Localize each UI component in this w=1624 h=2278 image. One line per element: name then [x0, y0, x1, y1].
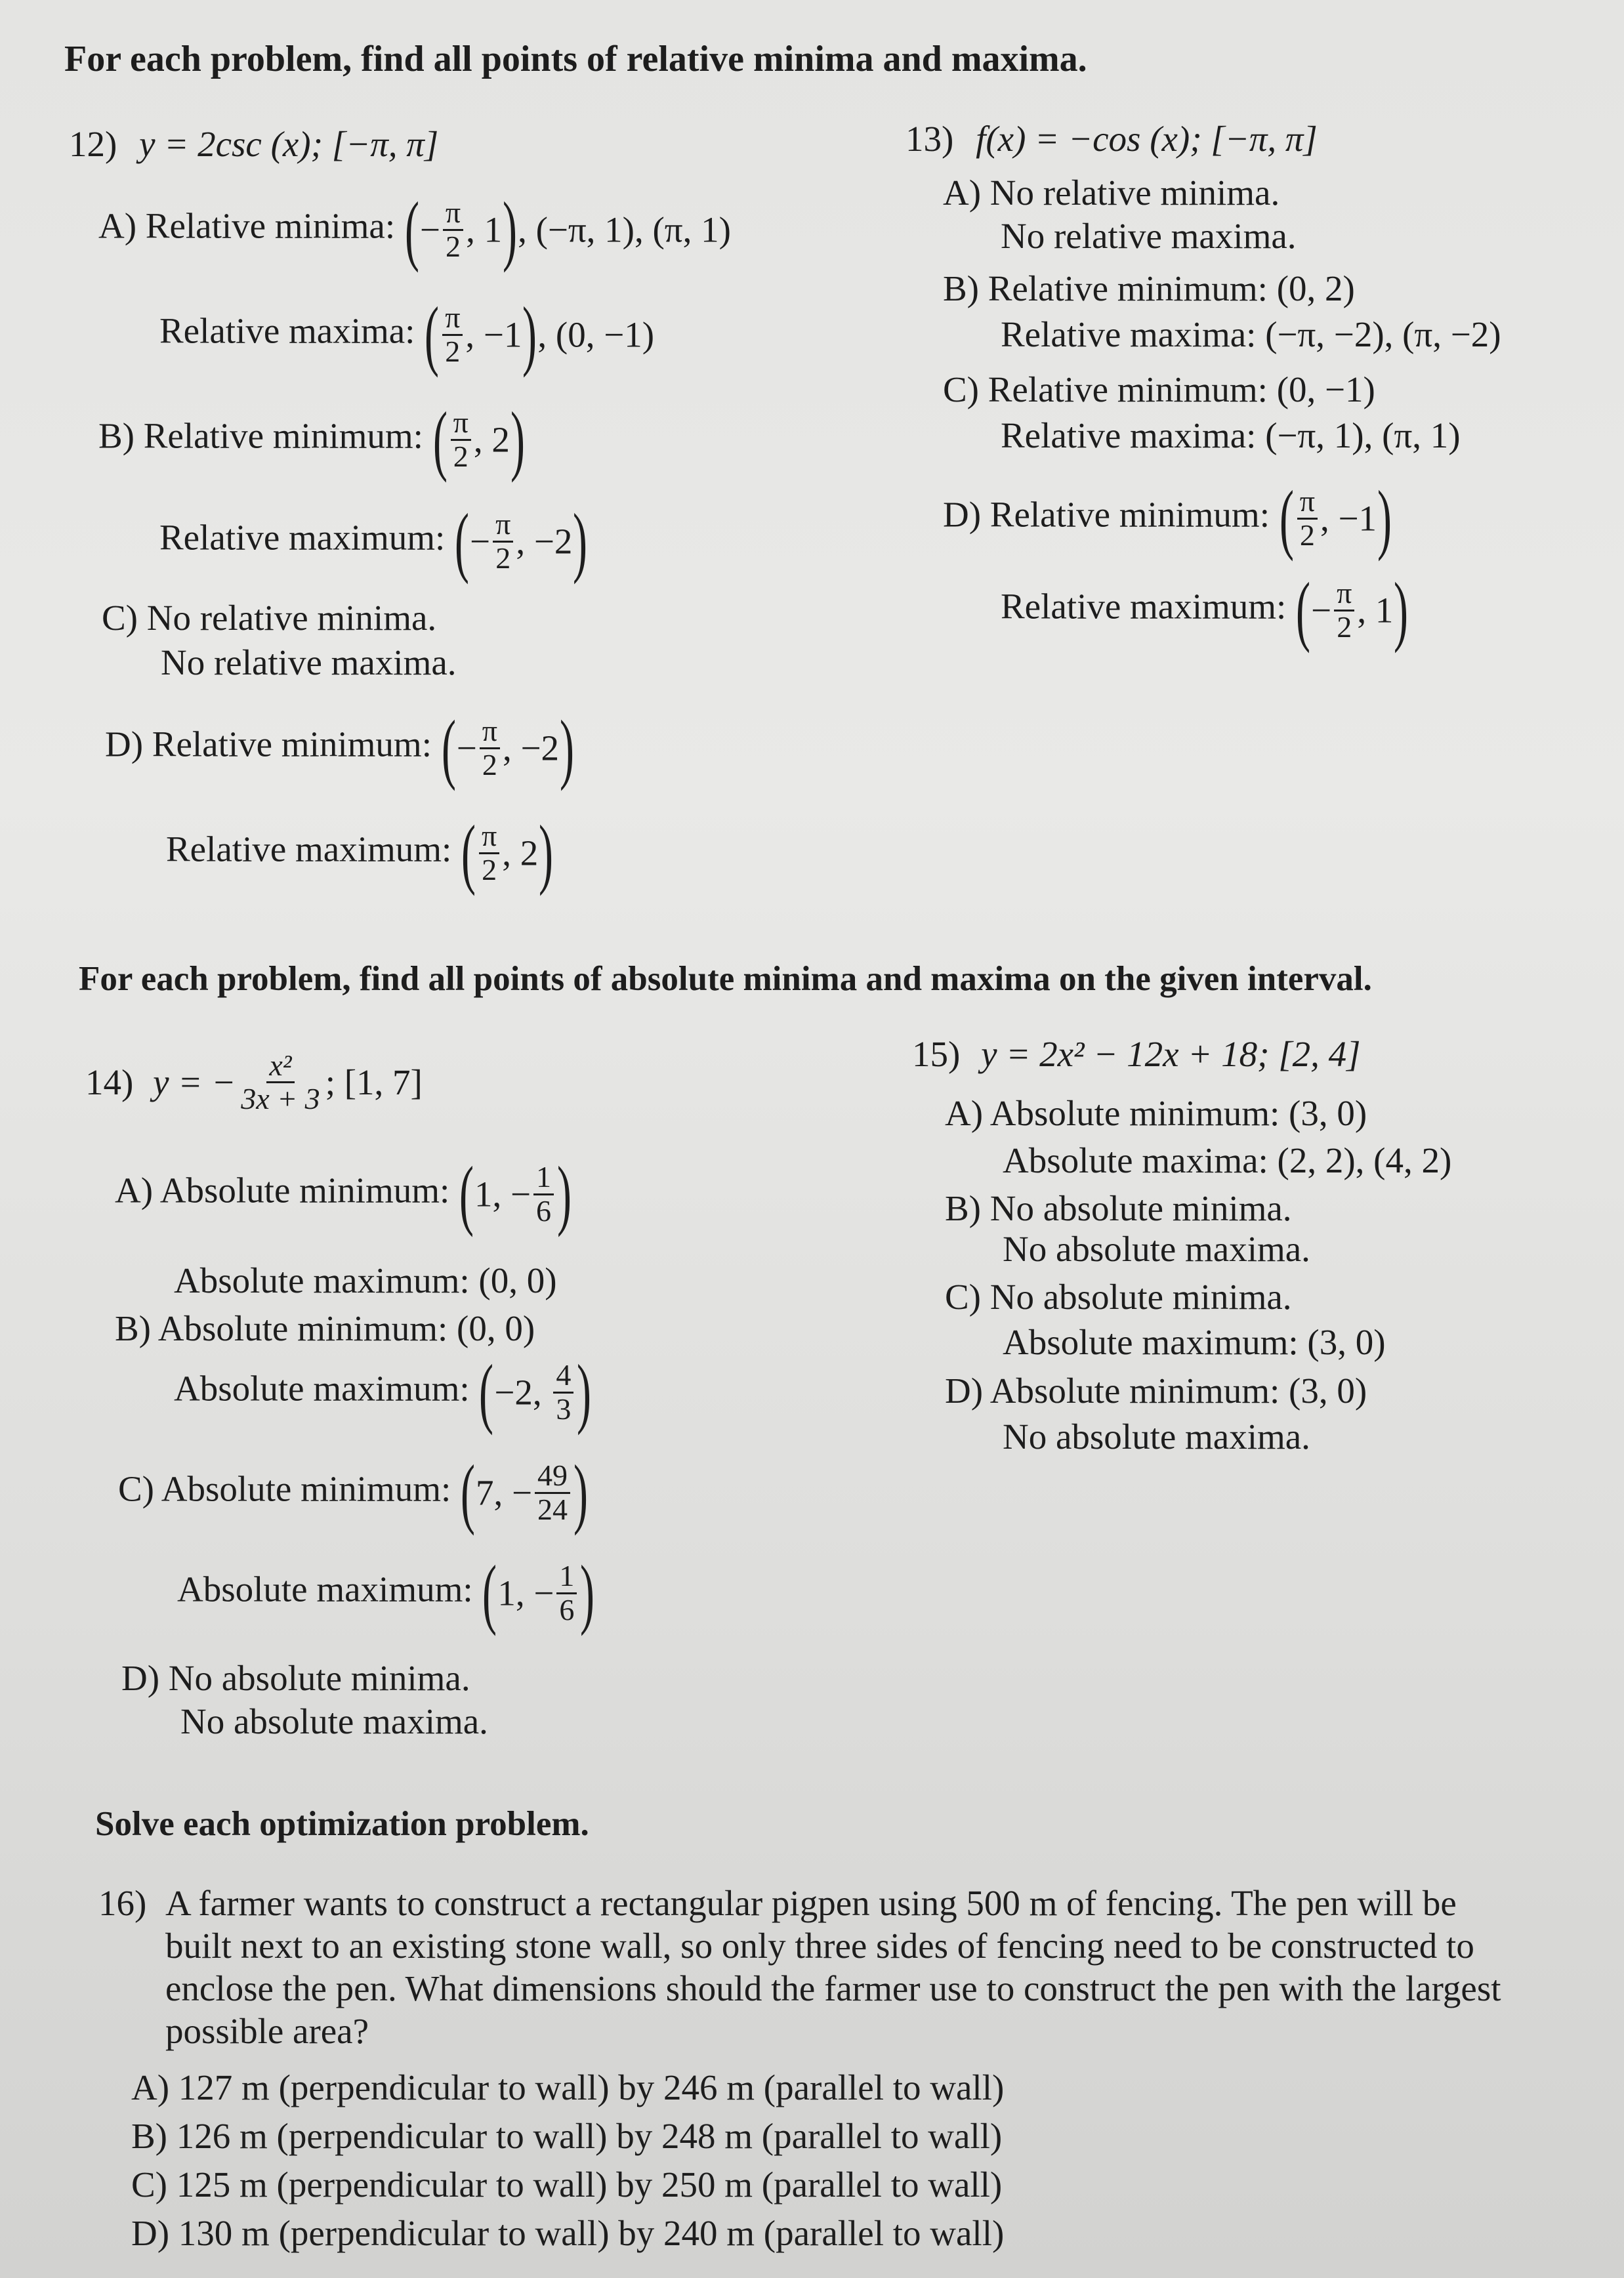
problem-12-option-c-line2: No relative maxima.	[161, 642, 457, 682]
fraction	[493, 508, 513, 574]
problem-12-option-b-min[interactable]	[98, 396, 526, 483]
fraction-denominator: 2	[453, 439, 468, 473]
option-letter: B)	[945, 1188, 981, 1228]
problem-13-stem	[906, 118, 1318, 159]
section-heading-relative: For each problem, find all points of relative minima and maxima.	[64, 39, 1087, 79]
fraction	[553, 1359, 573, 1425]
problem-15-equation: y = 2x² − 12x + 18; [2, 4]	[981, 1034, 1361, 1074]
section-heading-absolute: For each problem, find all points of absolute minima and maxima on the given interval.	[79, 960, 1372, 998]
problem-16-text: A farmer wants to construct a rectangular pigpen using 500 m of fencing. The pen will be built next to an existing stone wall, so only three sides of fencing need to be constructed to enclose the pen. What dimensions should the farmer use to construct the pen with the largest possible area?	[165, 1883, 1501, 2051]
right-paren: )	[503, 186, 518, 273]
problem-16-number: 16)	[98, 1883, 147, 1923]
problem-15-option-d[interactable]	[945, 1370, 1367, 1411]
right-paren: )	[573, 1449, 588, 1536]
problem-14-stem	[85, 1050, 423, 1115]
option-label: Relative minimum:	[989, 494, 1270, 535]
fraction	[1334, 577, 1354, 643]
right-paren: )	[577, 1348, 592, 1436]
coordinate-pre: 1, −	[497, 1573, 554, 1613]
problem-13-option-b-line2: Relative maxima: (−π, −2), (π, −2)	[1001, 314, 1501, 354]
problem-13-number: 13)	[906, 119, 954, 159]
problem-14-option-b-max	[174, 1348, 592, 1436]
option-letter: D)	[105, 724, 144, 764]
fraction-numerator: 1	[533, 1161, 554, 1195]
problem-15-option-a-line2: Absolute maxima: (2, 2), (4, 2)	[1003, 1140, 1452, 1180]
option-label: Relative maximum:	[166, 829, 452, 869]
option-text-line1: No absolute minima.	[989, 1277, 1292, 1317]
coordinate-tail: , −2	[502, 728, 560, 768]
fraction-numerator: π	[1297, 486, 1318, 519]
sign: −	[470, 521, 491, 562]
coordinate-tail: , 1	[1357, 590, 1394, 631]
problem-16-option-d[interactable]: D) 130 m (perpendicular to wall) by 240 m (parallel to wall)	[131, 2213, 1005, 2253]
fraction	[442, 302, 463, 367]
fraction-numerator: 1	[556, 1560, 577, 1594]
option-letter: C)	[118, 1468, 154, 1509]
problem-15-option-c[interactable]	[945, 1276, 1292, 1317]
problem-16-option-c[interactable]: C) 125 m (perpendicular to wall) by 250 m (parallel to wall)	[131, 2164, 1003, 2205]
left-paren: (	[459, 1150, 474, 1237]
right-paren: )	[539, 809, 554, 896]
problem-12-option-d-max	[166, 809, 554, 896]
fraction-denominator: 6	[559, 1592, 575, 1626]
problem-12-option-a-max	[159, 291, 655, 378]
fraction	[451, 407, 471, 472]
coordinate-tail: , 1	[466, 209, 503, 250]
option-text-line1: No relative minima.	[146, 598, 437, 638]
problem-13-option-c[interactable]	[943, 369, 1375, 410]
option-letter: D)	[943, 494, 982, 535]
fraction	[443, 197, 463, 262]
problem-14-option-d[interactable]	[121, 1657, 470, 1699]
problem-13-option-c-line2: Relative maxima: (−π, 1), (π, 1)	[1001, 415, 1461, 455]
option-letter: C)	[945, 1277, 981, 1317]
fraction-denominator: 2	[495, 541, 511, 575]
option-text-line1: Absolute minimum: (3, 0)	[989, 1371, 1367, 1411]
option-letter: D)	[121, 1658, 160, 1698]
right-paren: )	[1394, 566, 1409, 653]
option-label: Absolute minimum:	[159, 1170, 450, 1211]
option-text-line1: No relative minima.	[989, 173, 1280, 213]
option-label: Absolute maximum:	[174, 1368, 470, 1409]
option-label: Relative maximum:	[159, 517, 446, 558]
problem-14-interval: ; [1, 7]	[325, 1062, 423, 1103]
coordinate-pre: 7, −	[475, 1472, 532, 1513]
option-letter: D)	[945, 1371, 984, 1411]
problem-12-equation: y = 2csc (x); [−π, π]	[139, 124, 439, 164]
left-paren: (	[482, 1549, 497, 1636]
option-text-line1: Absolute minimum: (0, 0)	[157, 1308, 535, 1348]
fraction-numerator: π	[451, 407, 471, 440]
fraction	[535, 1460, 570, 1525]
option-letter: B)	[943, 268, 979, 308]
problem-12-option-b-max	[159, 497, 588, 585]
option-letter: B)	[115, 1308, 151, 1348]
fraction-denominator: 24	[537, 1492, 568, 1526]
problem-16-option-a[interactable]: A) 127 m (perpendicular to wall) by 246 m (parallel to wall)	[131, 2067, 1005, 2107]
fraction-numerator: π	[493, 508, 513, 542]
left-paren: (	[404, 186, 419, 273]
fraction-denominator: 2	[445, 229, 461, 263]
left-paren: (	[425, 291, 440, 378]
option-label: Relative minimum:	[152, 724, 432, 764]
left-paren: (	[479, 1348, 494, 1436]
left-paren: (	[1296, 566, 1311, 653]
option-label: Absolute maximum:	[177, 1569, 473, 1609]
problem-14-option-c-max	[177, 1549, 595, 1636]
left-paren: (	[441, 704, 456, 791]
problem-12-option-a-min[interactable]	[98, 186, 731, 273]
section-heading-optimization: Solve each optimization problem.	[95, 1805, 589, 1843]
option-text-line1: Relative minimum: (0, 2)	[988, 268, 1355, 308]
fraction-numerator: π	[479, 820, 499, 854]
coordinate-tail: , 2	[502, 833, 539, 873]
problem-12-option-c[interactable]	[102, 597, 436, 638]
left-paren: (	[461, 809, 476, 896]
right-paren: )	[580, 1549, 595, 1636]
fraction-denominator: 2	[482, 852, 497, 886]
left-paren: (	[460, 1449, 475, 1536]
problem-13-option-d-min[interactable]	[943, 474, 1392, 562]
coordinate-tail: , 2	[473, 419, 510, 460]
problem-13-option-b[interactable]	[943, 268, 1355, 309]
sign: −	[456, 728, 477, 768]
problem-14-option-d-line2: No absolute maxima.	[180, 1701, 488, 1741]
problem-14-option-a-min[interactable]	[115, 1150, 572, 1237]
problem-12-number: 12)	[69, 124, 117, 164]
fraction	[480, 715, 500, 781]
fraction-denominator: 3x + 3	[241, 1082, 320, 1116]
problem-14-fraction	[238, 1050, 322, 1115]
coordinate-pre: −2,	[494, 1372, 551, 1413]
option-text-line1: No absolute minima.	[989, 1188, 1292, 1228]
left-paren: (	[1279, 474, 1294, 562]
left-paren: (	[432, 396, 448, 483]
problem-12-option-d-min[interactable]	[105, 704, 575, 791]
problem-13-equation: f(x) = −cos (x); [−π, π]	[976, 119, 1318, 159]
fraction-numerator: π	[442, 302, 463, 335]
problem-15-option-b[interactable]	[945, 1188, 1292, 1229]
problem-15-stem	[912, 1033, 1361, 1075]
sign: −	[1311, 590, 1332, 631]
right-paren: )	[1377, 474, 1392, 562]
problem-13-option-a-line2: No relative maxima.	[1001, 216, 1297, 256]
fraction-numerator: 49	[535, 1460, 570, 1493]
right-paren: )	[557, 1150, 572, 1237]
option-letter: A)	[945, 1093, 984, 1133]
coordinate-tail: , −2	[516, 521, 573, 562]
coordinate-tail: , −1	[1320, 498, 1377, 539]
right-paren: )	[573, 497, 588, 585]
sign: −	[419, 209, 440, 250]
option-label: Relative maxima:	[159, 310, 415, 351]
coordinate-rest: , (0, −1)	[537, 314, 655, 355]
coordinate-pre: 1, −	[474, 1174, 531, 1214]
problem-15-option-d-line2: No absolute maxima.	[1003, 1417, 1310, 1457]
right-paren: )	[522, 291, 537, 378]
option-letter: A)	[943, 173, 982, 213]
left-paren: (	[455, 497, 470, 585]
option-letter: B)	[98, 415, 135, 456]
option-letter: C)	[943, 369, 979, 409]
option-label: Relative maximum:	[1001, 586, 1287, 627]
option-text-line1: Absolute minimum: (3, 0)	[989, 1093, 1367, 1133]
option-label: Relative minimum:	[143, 415, 423, 456]
problem-14-lhs: y = −	[153, 1062, 236, 1103]
fraction-denominator: 2	[1299, 518, 1315, 552]
option-text-line1: No absolute minima.	[168, 1658, 470, 1698]
fraction-numerator: π	[480, 715, 500, 749]
option-text-line1: Relative minimum: (0, −1)	[988, 369, 1375, 409]
problem-15-option-b-line2: No absolute maxima.	[1003, 1229, 1310, 1269]
problem-13-option-a[interactable]	[943, 172, 1280, 213]
fraction-denominator: 2	[1337, 610, 1352, 644]
coordinate-tail: , −1	[465, 314, 522, 355]
problem-14-number: 14)	[85, 1062, 134, 1103]
option-label: Absolute minimum:	[161, 1468, 451, 1509]
problem-15-option-a[interactable]	[945, 1092, 1367, 1134]
problem-14-option-b-min[interactable]	[115, 1308, 535, 1349]
problem-15-option-c-line2: Absolute maximum: (3, 0)	[1003, 1322, 1386, 1362]
fraction-numerator: x²	[266, 1050, 294, 1083]
fraction-denominator: 3	[556, 1392, 572, 1426]
problem-13-option-d-max	[1001, 566, 1409, 653]
option-label: Relative minima:	[145, 205, 396, 246]
problem-12-stem	[69, 123, 438, 165]
fraction-denominator: 2	[482, 747, 497, 781]
fraction-numerator: π	[443, 197, 463, 230]
coordinate-rest: , (−π, 1), (π, 1)	[518, 209, 731, 250]
problem-14-option-a-max: Absolute maximum: (0, 0)	[174, 1260, 557, 1300]
fraction-numerator: 4	[553, 1359, 573, 1393]
fraction	[1297, 486, 1318, 551]
right-paren: )	[560, 704, 574, 791]
fraction-denominator: 2	[445, 334, 461, 368]
fraction	[479, 820, 499, 886]
fraction-denominator: 6	[536, 1193, 552, 1228]
right-paren: )	[510, 396, 525, 483]
fraction	[556, 1560, 577, 1626]
option-letter: C)	[102, 598, 138, 638]
option-letter: A)	[98, 205, 137, 246]
fraction-numerator: π	[1334, 577, 1354, 611]
problem-15-number: 15)	[912, 1034, 961, 1074]
problem-14-option-c-min[interactable]	[118, 1449, 589, 1536]
fraction	[533, 1161, 554, 1227]
problem-16-option-b[interactable]: B) 126 m (perpendicular to wall) by 248 m (parallel to wall)	[131, 2116, 1003, 2156]
option-letter: A)	[115, 1170, 154, 1211]
